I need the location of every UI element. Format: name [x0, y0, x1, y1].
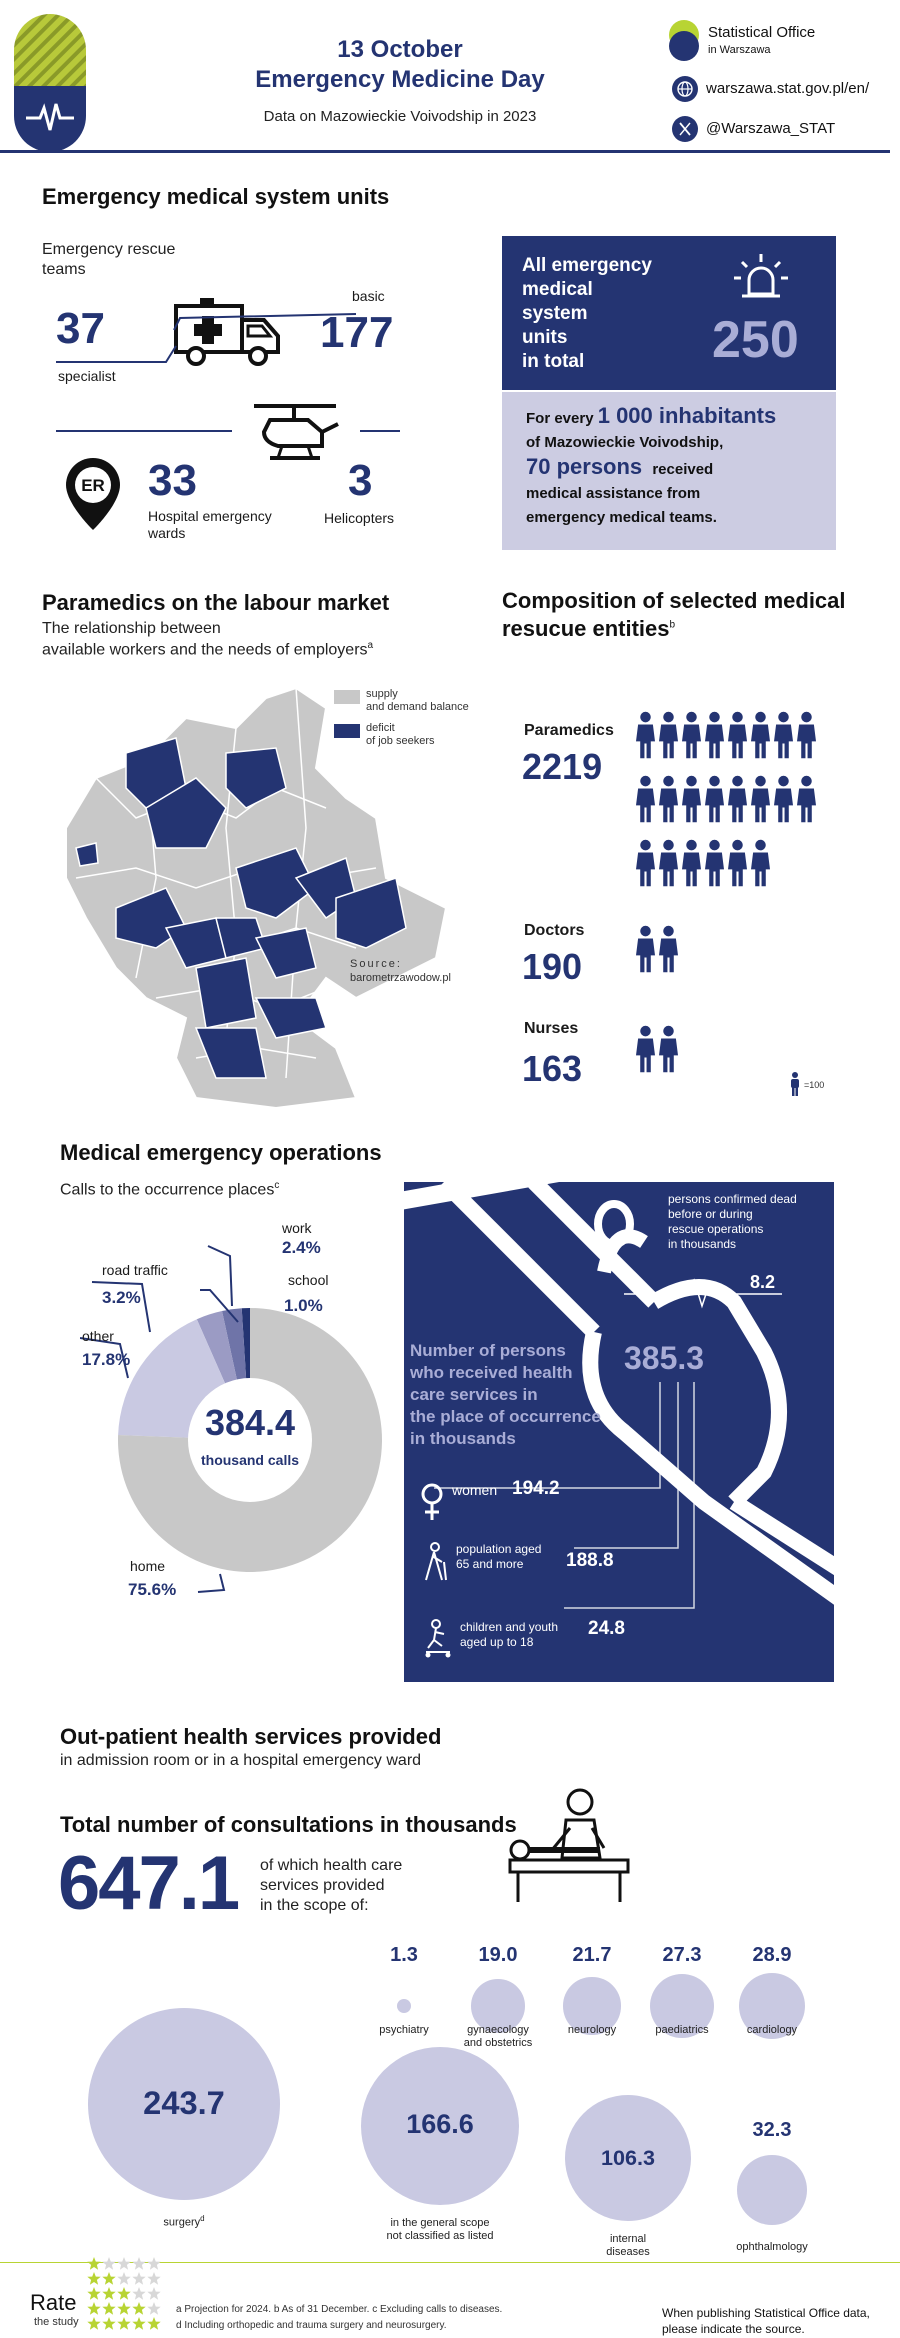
statistical-office-logo-icon: [667, 18, 701, 62]
person-icon-wrap: [751, 770, 770, 833]
per-text-4: medical assistance from: [526, 485, 701, 502]
rating-star[interactable]: [132, 2302, 145, 2315]
person-icon-wrap: [659, 770, 678, 833]
basic-label: basic: [352, 288, 385, 304]
rescue-teams-label: Emergency rescue teams: [42, 241, 176, 278]
rating-star[interactable]: [117, 2257, 130, 2270]
children-label: children and youth aged up to 18: [460, 1620, 559, 1649]
person-icon: [636, 1020, 655, 1078]
person-icon-wrap: [659, 1020, 678, 1083]
person-icon-wrap: [774, 706, 793, 769]
person-icon: [774, 706, 793, 764]
rate-label[interactable]: Rate: [30, 2290, 77, 2315]
person-icon-wrap: [797, 706, 816, 769]
labour-subtitle-1: The relationship between: [42, 620, 221, 637]
hospital-value: 33: [148, 456, 197, 505]
helicopter-icon: [250, 402, 340, 464]
composition-footnote-mark: b: [669, 619, 676, 631]
divider-line-right: [360, 430, 400, 432]
pie-value-home: 75.6%: [128, 1580, 177, 1599]
er-badge: ER: [81, 476, 105, 495]
rating-star[interactable]: [102, 2302, 115, 2315]
calls-center-value: 384.4: [204, 1402, 296, 1443]
rating-star[interactable]: [147, 2257, 160, 2270]
consultations-total-desc: of which health care services provided in the scope of:: [260, 1857, 403, 1914]
person-icon: [659, 834, 678, 892]
person-icon: [659, 770, 678, 828]
bubble-value-large-0: 243.7: [143, 2083, 225, 2121]
bubble-label-1: gynaecology and obstetrics: [463, 2024, 533, 2049]
nurses-value: 163: [522, 1048, 583, 1089]
pie-label-school: school: [288, 1272, 329, 1288]
composition-heading-1: Composition of selected medical: [502, 588, 846, 613]
per-text-1: For every: [526, 410, 594, 427]
person-icon-wrap: [659, 920, 678, 983]
page-title: Emergency Medicine Day: [255, 66, 545, 93]
received-label: Number of persons who received health care services in the place of occurrence in thousands: [410, 1341, 601, 1448]
person-icon-wrap: [774, 770, 793, 833]
bubble-value-1: 19.0: [478, 1944, 518, 1966]
person-icon-wrap: [728, 834, 747, 897]
bubble-value-large-1: 166.6: [406, 2109, 474, 2140]
person-icon-wrap: [705, 834, 724, 897]
person-icon-wrap: [751, 706, 770, 769]
legend-balance-swatch: [334, 690, 360, 704]
helicopters-value: 3: [348, 456, 373, 505]
specialist-value: 37: [56, 304, 105, 353]
helicopters-label: Helicopters: [324, 510, 395, 526]
doctors-value: 190: [522, 946, 583, 987]
doctor-patient-icon: [500, 1788, 636, 1904]
bubble-label-large-2: internal diseases: [606, 2233, 650, 2259]
calls-label: [60, 1180, 279, 1199]
person-icon-wrap: [636, 1020, 655, 1083]
person-icon: [682, 770, 701, 828]
person-icon: [682, 834, 701, 892]
hospital-label: Hospital emergency wards: [148, 508, 272, 541]
consultations-heading: Total number of consultations in thousands: [60, 1812, 517, 1837]
person-icon: [636, 920, 655, 978]
header: [0, 0, 900, 156]
pie-value-other: 17.8%: [82, 1350, 131, 1369]
rating-star[interactable]: [102, 2257, 115, 2270]
outpatient-heading: Out-patient health services provided: [60, 1724, 442, 1749]
aged-value: 188.8: [566, 1550, 614, 1571]
person-icon-wrap: [636, 834, 655, 897]
person-icon: [705, 834, 724, 892]
rating-star[interactable]: [87, 2272, 100, 2285]
footnote-line-1: a Projection for 2024. b As of 31 December. c Excluding calls to diseases.: [176, 2304, 503, 2315]
bubble-label-large-1: in the general scope not classified as listed: [386, 2217, 494, 2243]
specialist-label: specialist: [58, 368, 116, 384]
operations-heading: Medical emergency operations: [60, 1140, 382, 1165]
pie-label-home: home: [130, 1558, 166, 1574]
dead-value: 8.2: [750, 1272, 776, 1292]
person-icon: [728, 834, 747, 892]
bubble-value-large-2: 106.3: [601, 2144, 655, 2170]
header-divider: [0, 150, 890, 153]
rating-star[interactable]: [102, 2287, 115, 2300]
siren-icon: [732, 252, 790, 302]
bubble-label-3: paediatrics: [655, 2024, 709, 2036]
legend-deficit-label: deficit of job seekers: [366, 722, 435, 747]
bubble-circle-large-3: [737, 2155, 807, 2225]
doctors-icons: [636, 920, 716, 980]
person-icon-wrap: [682, 706, 701, 769]
labour-subtitle-2-text: available workers and the needs of employers: [42, 641, 368, 659]
map-source-label: Source:: [350, 958, 402, 970]
header-subtitle: Data on Mazowieckie Voivodship in 2023: [263, 108, 537, 125]
bubble-value-2: 21.7: [572, 1944, 612, 1966]
children-value: 24.8: [588, 1618, 625, 1639]
rating-star[interactable]: [87, 2257, 100, 2270]
person-icon: [774, 770, 793, 828]
person-icon: [636, 706, 655, 764]
bubble-value-large-3: 32.3: [752, 2119, 792, 2142]
bubble-circle-0: [397, 1999, 411, 2013]
pie-label-road-traffic: road traffic: [102, 1262, 168, 1278]
person-icon: [751, 770, 770, 828]
x-twitter-icon: [672, 116, 698, 142]
person-icon-wrap: [636, 770, 655, 833]
org-name: Statistical Office: [708, 24, 816, 41]
person-icon: [659, 706, 678, 764]
org-subname: in Warszawa: [708, 44, 771, 56]
per-text-2: of Mazowieckie Voivodship,: [526, 434, 724, 451]
person-icon-wrap: [751, 834, 770, 897]
rating-star[interactable]: [147, 2272, 160, 2285]
pie-value-work: 2.4%: [282, 1238, 321, 1257]
paramedics-icons: [636, 706, 836, 890]
female-icon: [418, 1482, 446, 1522]
person-icon-wrap: [682, 770, 701, 833]
rate-sublabel: the study: [34, 2316, 79, 2328]
person-icon-wrap: [728, 706, 747, 769]
rating-star[interactable]: [117, 2317, 130, 2330]
rating-star[interactable]: [117, 2287, 130, 2300]
person-icon: [705, 770, 724, 828]
aged-label: population aged 65 and more: [456, 1542, 542, 1571]
person-icon: [682, 706, 701, 764]
footnote-line-2: d Including orthopedic and trauma surgery and neurosurgery.: [176, 2320, 447, 2331]
person-icon: [751, 706, 770, 764]
nurses-icons: [636, 1020, 716, 1080]
legend-deficit-swatch: [334, 724, 360, 738]
women-value: 194.2: [512, 1478, 560, 1499]
dead-label: persons confirmed dead before or during rescue operations in thousands: [668, 1192, 797, 1251]
person-icon-wrap: [728, 770, 747, 833]
bubble-value-4: 28.9: [752, 1944, 792, 1966]
publish-note-1: When publishing Statistical Office data,: [662, 2306, 870, 2320]
person-icon-wrap: [705, 706, 724, 769]
pie-value-school: 1.0%: [284, 1296, 323, 1315]
bubble-value-3: 27.3: [662, 1944, 702, 1966]
labour-footnote-mark: a: [367, 640, 374, 651]
bubble-label-4: cardiology: [746, 2024, 798, 2036]
labour-heading: Paramedics on the labour market: [42, 590, 390, 615]
unit-legend-label: =100: [804, 1080, 825, 1090]
bubble-label-0: psychiatry: [379, 2024, 429, 2036]
per-highlight-1: 1 000 inhabitants: [597, 403, 777, 428]
twitter-handle[interactable]: @Warszawa_STAT: [706, 120, 836, 137]
rating-star[interactable]: [87, 2317, 100, 2330]
person-icon: [659, 1020, 678, 1078]
rating-star[interactable]: [132, 2257, 145, 2270]
received-value: 385.3: [624, 1340, 705, 1376]
units-heading: Emergency medical system units: [42, 184, 390, 209]
person-unit-icon: [790, 1072, 800, 1096]
rating-star[interactable]: [117, 2302, 130, 2315]
total-units-value: 250: [712, 311, 799, 369]
website-link[interactable]: warszawa.stat.gov.pl/en/: [706, 80, 870, 97]
rating-stars-icon[interactable]: [86, 2256, 166, 2334]
person-icon: [659, 920, 678, 978]
divider-line-left: [56, 430, 232, 432]
person-icon-wrap: [636, 706, 655, 769]
person-icon-wrap: [797, 770, 816, 833]
total-units-label: All emergency medical system units in total: [522, 255, 652, 372]
person-icon: [751, 834, 770, 892]
rating-star[interactable]: [102, 2317, 115, 2330]
per-text-3: received: [652, 461, 714, 478]
person-icon-wrap: [705, 770, 724, 833]
per-text-5: emergency medical teams.: [526, 509, 717, 526]
composition-heading-2-text: resucue entities: [502, 616, 670, 641]
doctors-label: Doctors: [524, 922, 585, 939]
consultations-total-value: 647.1: [58, 1841, 239, 1926]
calls-label-text: Calls to the occurrence places: [60, 1181, 275, 1199]
person-icon: [797, 706, 816, 764]
rating-star[interactable]: [132, 2287, 145, 2300]
person-icon-wrap: [659, 834, 678, 897]
person-icon-wrap: [636, 920, 655, 983]
per-inhabitants-text: [526, 404, 826, 530]
pie-label-work: work: [282, 1220, 312, 1236]
outpatient-subtitle: in admission room or in a hospital emergency ward: [60, 1752, 422, 1769]
outpatient-bubbles: [0, 1900, 900, 2260]
rating-star[interactable]: [132, 2272, 145, 2285]
paramedics-label: Paramedics: [524, 722, 614, 739]
map-source-value: barometrzawodow.pl: [350, 972, 451, 984]
women-label: women: [452, 1482, 498, 1498]
rating-star[interactable]: [147, 2287, 160, 2300]
labour-subtitle-2: [42, 640, 373, 659]
rating-star[interactable]: [147, 2317, 160, 2330]
bubble-label-large-0: surgery$^d$: [163, 2214, 205, 2229]
rating-star[interactable]: [147, 2302, 160, 2315]
pie-value-road-traffic: 3.2%: [102, 1288, 141, 1307]
publish-note-2: please indicate the source.: [662, 2322, 805, 2336]
calls-footnote-mark: c: [274, 1180, 280, 1191]
basic-value: 177: [320, 308, 394, 357]
rating-star[interactable]: [87, 2287, 100, 2300]
person-icon: [797, 770, 816, 828]
bubble-label-2: neurology: [567, 2024, 617, 2036]
person-icon: [636, 834, 655, 892]
person-icon: [728, 706, 747, 764]
person-icon: [728, 770, 747, 828]
header-date: 13 October: [337, 36, 463, 63]
rating-star[interactable]: [132, 2317, 145, 2330]
composition-heading-2: [502, 616, 675, 642]
elderly-icon: [422, 1542, 450, 1582]
rating-star[interactable]: [117, 2272, 130, 2285]
rating-star[interactable]: [87, 2302, 100, 2315]
per-highlight-2: 70 persons: [526, 454, 643, 479]
bubble-label-large-3: ophthalmology: [736, 2240, 808, 2253]
pie-label-other: other: [82, 1328, 114, 1344]
person-icon: [705, 706, 724, 764]
person-icon-wrap: [659, 706, 678, 769]
person-icon-wrap: [682, 834, 701, 897]
globe-icon: [672, 76, 698, 102]
emergency-day-logo: [14, 14, 86, 152]
rating-star[interactable]: [102, 2272, 115, 2285]
child-scooter-icon: [422, 1618, 454, 1658]
nurses-label: Nurses: [524, 1020, 579, 1037]
person-icon: [636, 770, 655, 828]
paramedics-value: 2219: [522, 746, 603, 787]
calls-center-label: thousand calls: [200, 1452, 300, 1468]
bubble-value-0: 1.3: [390, 1944, 418, 1966]
legend-balance-label: supply and demand balance: [366, 688, 469, 713]
